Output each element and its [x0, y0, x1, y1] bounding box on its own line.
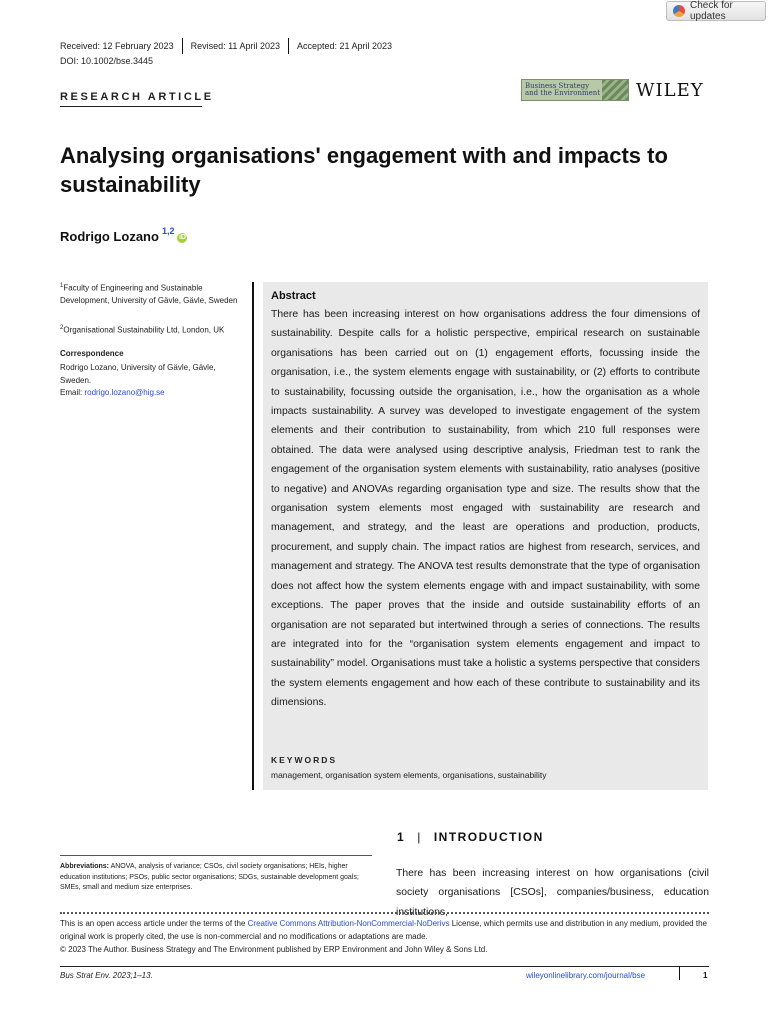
correspondence-text: Rodrigo Lozano, University of Gävle, Gävle, Sweden.	[60, 363, 216, 385]
footer-citation: Bus Strat Env. 2023;1–13.	[60, 971, 153, 980]
footer-rule	[60, 966, 709, 967]
author	[60, 226, 187, 244]
license	[60, 917, 709, 956]
section-title: INTRODUCTION	[433, 830, 544, 844]
affiliation-2	[60, 322, 246, 337]
section-number: 1	[397, 830, 406, 844]
footer-divider	[679, 966, 680, 980]
revised-date: Revised: 11 April 2023	[190, 41, 280, 51]
affiliation-text: Organisational Sustainability Ltd, London, UK	[63, 325, 225, 335]
affiliation-1	[60, 280, 246, 308]
article-type: RESEARCH ARTICLE	[60, 91, 214, 103]
email-label: Email:	[60, 388, 85, 397]
journal-logo	[521, 79, 629, 101]
received-date: Received: 12 February 2023	[60, 41, 174, 51]
license-link[interactable]: Creative Commons Attribution-NonCommercial-NoDerivs	[247, 919, 450, 928]
abstract-divider	[252, 282, 254, 790]
footer-journal-link[interactable]: wileyonlinelibrary.com/journal/bse	[526, 971, 646, 980]
license-prefix: This is an open access article under the terms of the	[60, 919, 248, 928]
article-type-underline	[60, 106, 202, 107]
history-divider	[288, 38, 289, 54]
journal-logo-graphic	[602, 80, 628, 100]
keywords: management, organisation system elements, organisations, sustainability	[271, 770, 547, 780]
correspondence	[60, 362, 246, 400]
article-history	[60, 38, 392, 54]
publisher-logo: WILEY	[636, 80, 704, 101]
crossmark-icon	[673, 5, 685, 17]
section-heading	[397, 830, 544, 844]
doi: DOI: 10.1002/bse.3445	[60, 56, 154, 66]
journal-logo-text: Business Strategy and the Environment	[525, 82, 601, 97]
email-link[interactable]: rodrigo.lozano@hig.se	[84, 388, 165, 397]
affiliation-mark: 2	[60, 325, 64, 331]
article-title: Analysing organisations' engagement with and impacts to sustainability	[60, 143, 668, 197]
section-divider: |	[417, 830, 422, 844]
keywords-heading: KEYWORDS	[271, 755, 338, 765]
abstract-heading: Abstract	[271, 290, 316, 302]
accepted-date: Accepted: 21 April 2023	[296, 41, 393, 51]
correspondence-heading: Correspondence	[60, 349, 124, 358]
intro-paragraph: There has been increasing interest on how organisations (civil society organisations [CSOs], companies/business, education institutions,	[396, 868, 709, 918]
abbreviations-rule	[60, 855, 372, 856]
affiliation-text: Faculty of Engineering and Sustainable Development, University of Gävle, Gävle, Sweden	[60, 283, 238, 306]
orcid-icon[interactable]: iD	[178, 234, 186, 241]
check-for-updates-label: Check for updates	[690, 0, 733, 22]
license-suffix: License, which permits use and distribution in any medium, provided the original work is properly cited, the use is non-commercial and no modifications or adaptations are made.	[60, 919, 707, 941]
check-for-updates-button[interactable]	[666, 1, 766, 21]
license-divider	[60, 912, 709, 914]
abbreviations-label: Abbreviations:	[60, 863, 110, 870]
author-affiliation-marks[interactable]: 1,2	[161, 226, 175, 236]
abbreviations-text: ANOVA, analysis of variance; CSOs, civil society organisations; HEIs, higher education institutions; PSOs, public sector organisations; SDGs, sustainable development goals; SMEs, small and medium size enterprises.	[60, 863, 359, 891]
abstract-text: There has been increasing interest on how organisations address the four dimensions of sustainability. Despite calls for a holistic perspective, empirical research on sustainable organisations has been carried out on (1) engagement efforts, focussing inside the organisation, i.e., the system elements engage with sustainability, or (2) efforts to contribute to sustainability, focussing outside the organisation, i.e., how the organisation as a whole impacts sustainability. A survey was developed to investigate engagement of the system elements and their contribution to sustainability, from which 210 full responses were obtained. The data were analysed using descriptive analysis, Friedman test to rank the engagement of the organisation system elements with sustainability, ratio analyses (positive to negative) and ANOVAs regarding organisation type and size. The results show that the organisation system elements most engaged with sustainability are research and management, and strategy, and the least are operations and production, products, procurement, and supply chain. The impact ratios are highest from research, services, and management and strategy. The ANOVA test results demonstrate that the type of organisation does not affect how the system elements engage with and impact sustainability, with some exceptions. The paper proves that the inside and outside sustainability efforts of an organisation are not separated but intertwined through a series of connections. The results are integrated into for the “organisation system elements engagement and impact to sustainability” model. Organisations must take a holistic a systems perspective that considers the system elements engagement and how each of these contribute to sustainability and its dimensions.	[271, 309, 700, 709]
author-name[interactable]: Rodrigo Lozano	[60, 229, 159, 244]
copyright: © 2023 The Author. Business Strategy and The Environment published by ERP Environment and John Wiley & Sons Ltd.	[60, 945, 488, 954]
history-divider	[182, 38, 183, 54]
abbreviations	[60, 862, 372, 894]
page-number: 1	[703, 971, 708, 980]
affiliation-mark: 1	[60, 283, 64, 289]
